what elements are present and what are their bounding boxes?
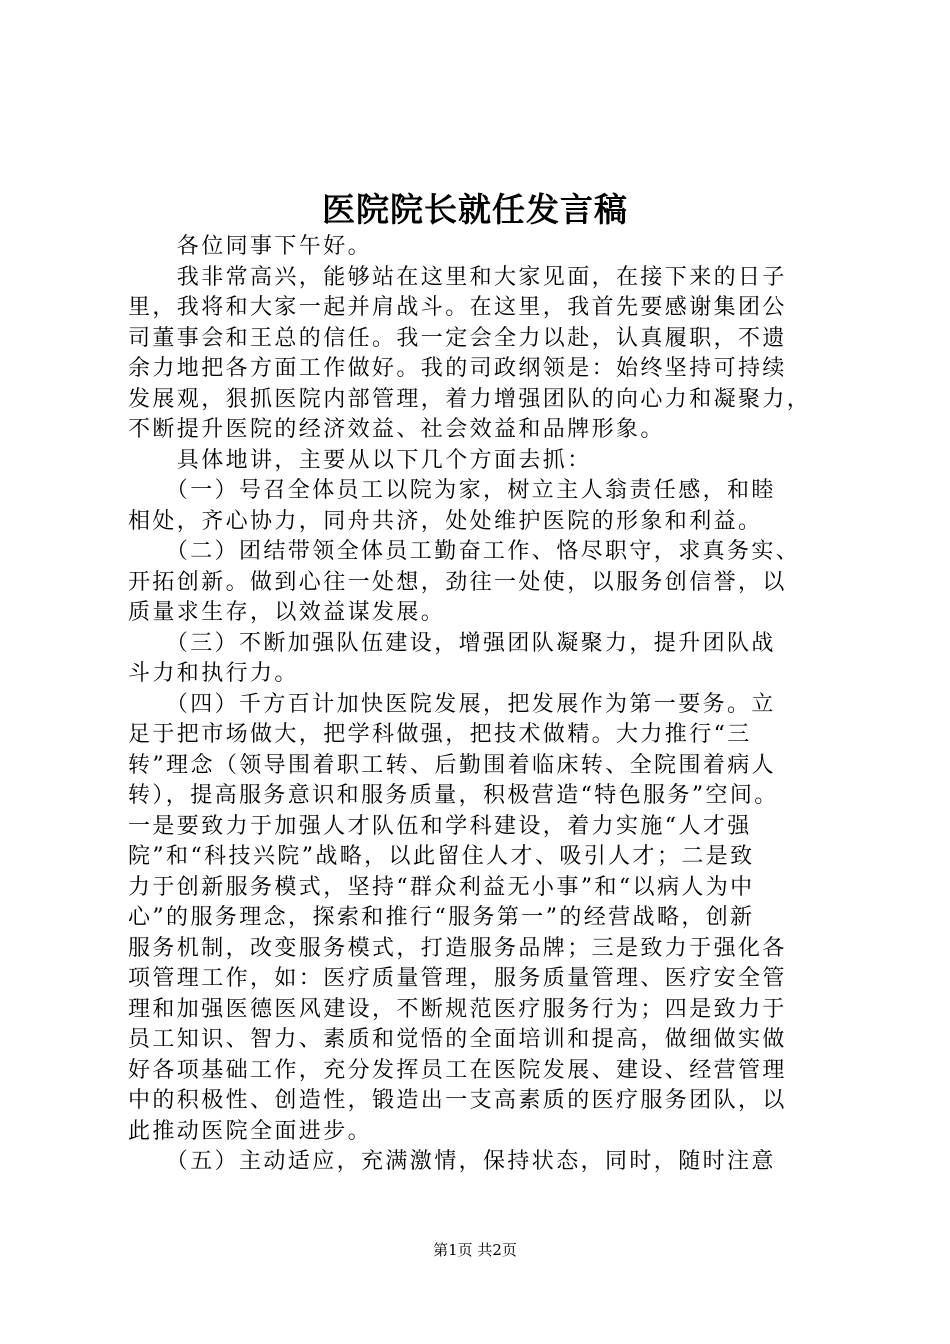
text-line: 余力地把各方面工作做好。我的司政纲领是：始终坚持可持续 — [128, 356, 787, 381]
text-line: （二）团结带领全体员工勤奋工作、恪尽职守，求真务实、 — [128, 539, 801, 564]
text-line: 司董事会和王总的信任。我一定会全力以赴，认真履职，不遗 — [128, 325, 787, 351]
text-line: 一是要致力于加强人才队伍和学科建设，着力实施“人才强 — [128, 813, 752, 839]
text-line: 转），提高服务意识和服务质量，积极营造“特色服务”空间。 — [128, 783, 779, 808]
text-line: 斗力和执行力。 — [128, 661, 299, 686]
text-line: 里，我将和大家一起并肩战斗。在这里，我首先要感谢集团公 — [128, 295, 787, 320]
text-line: （一）号召全体员工以院为家，树立主人翁责任感，和睦 — [128, 478, 776, 503]
text-line: 心”的服务理念，探索和推行“服务第一”的经营战略，创新 — [128, 905, 755, 930]
text-line: 项管理工作，如：医疗质量管理，服务质量管理、医疗安全管 — [128, 966, 787, 991]
text-line: （四）千方百计加快医院发展，把发展作为第一要务。立 — [128, 691, 776, 717]
text-line: 力于创新服务模式，坚持“群众利益无小事”和“以病人为中 — [128, 874, 755, 900]
text-line: 服务机制，改变服务模式，打造服务品牌；三是致力于强化各 — [128, 935, 787, 961]
text-line: 我非常高兴，能够站在这里和大家见面，在接下来的日子 — [128, 264, 787, 290]
text-line: 相处，齐心协力，同舟共济，处处维护医院的形象和利益。 — [128, 508, 763, 534]
text-line: 此推动医院全面进步。 — [128, 1118, 373, 1144]
text-line: （三）不断加强队伍建设，增强团队凝聚力，提升团队战 — [128, 630, 776, 656]
text-line: 不断提升医院的经济效益、社会效益和品牌形象。 — [128, 417, 665, 442]
text-line: 各位同事下午好。 — [128, 234, 373, 259]
text-line: 中的积极性、创造性，锻造出一支高素质的医疗服务团队，以 — [128, 1088, 787, 1113]
document-body — [128, 232, 842, 1178]
text-line: 足于把市场做大，把学科做强，把技术做精。大力推行“三 — [128, 722, 752, 747]
page-footer: 第1页 共2页 — [433, 1241, 517, 1259]
text-line: 员工知识、智力、素质和觉悟的全面培训和提高，做细做实做 — [128, 1027, 787, 1052]
text-line: 具体地讲，主要从以下几个方面去抓： — [128, 447, 592, 473]
document-title: 医院院长就任发言稿 — [322, 190, 628, 229]
text-line: 发展观，狠抓医院内部管理，着力增强团队的向心力和凝聚力， — [128, 386, 812, 412]
text-line: 转”理念（领导围着职工转、后勤围着临床转、全院围着病人 — [128, 752, 777, 778]
text-line: 开拓创新。做到心往一处想，劲往一处使，以服务创信誉，以 — [128, 569, 787, 595]
text-line: 理和加强医德医风建设，不断规范医疗服务行为；四是致力于 — [128, 996, 787, 1022]
text-line: （五）主动适应，充满激情，保持状态，同时，随时注意 — [128, 1149, 776, 1174]
text-line: 质量求生存，以效益谋发展。 — [128, 600, 446, 625]
text-line: 好各项基础工作，充分发挥员工在医院发展、建设、经营管理 — [128, 1057, 787, 1083]
text-line: 院”和“科技兴院”战略，以此留住人才、吸引人才；二是致 — [128, 844, 755, 869]
